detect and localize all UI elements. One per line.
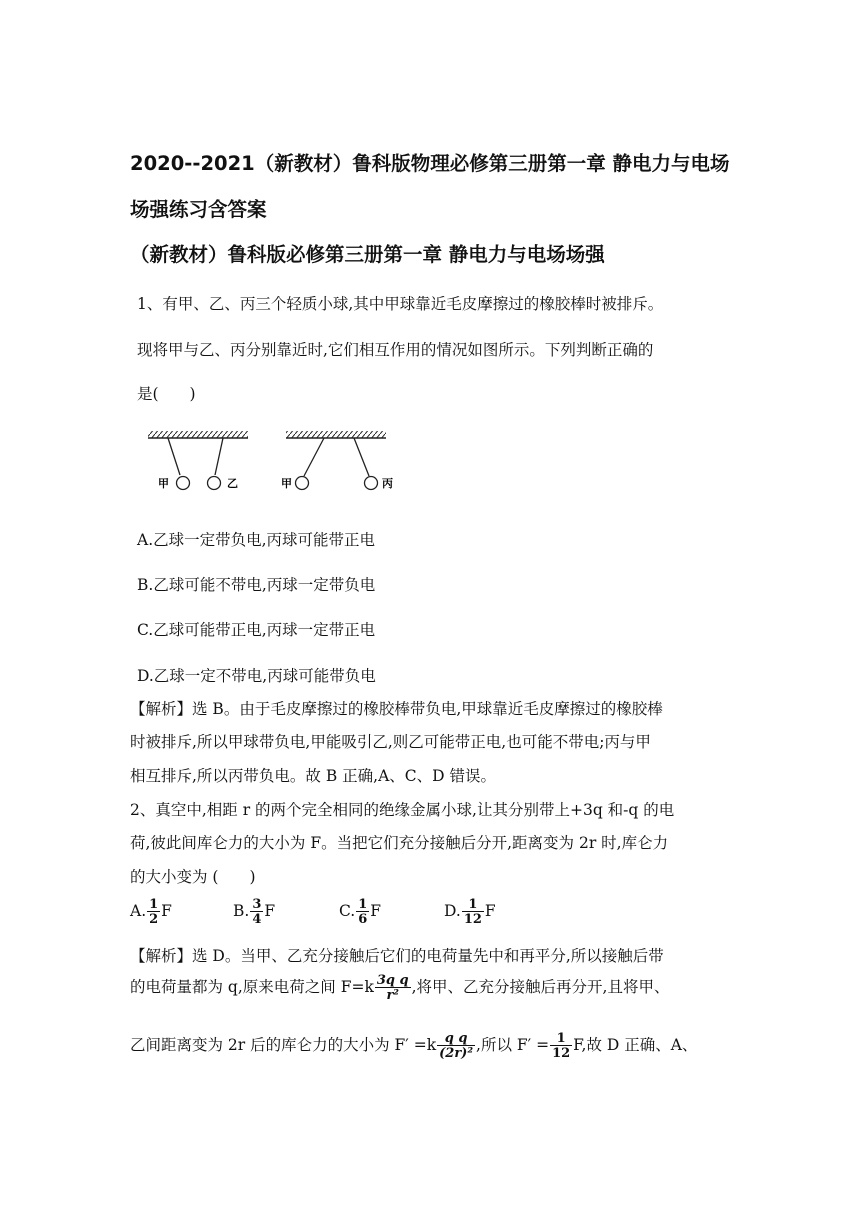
left-thread-a	[168, 438, 180, 475]
doc-title-line1: 2020--2021（新教材）鲁科版物理必修第三册第一章 静电力与电场	[130, 152, 730, 175]
fraction: $\frac{1}{6}$	[358, 897, 368, 927]
fraction: $\frac{1}{2}$	[149, 897, 159, 927]
q1-analysis-line1: 【解析】选 B。由于毛皮摩擦过的橡胶棒带负电,甲球靠近毛皮摩擦过的橡胶棒	[130, 700, 663, 718]
q2-option-c: C. $\frac{1}{6}$ F	[339, 897, 382, 927]
left-ball-a	[177, 477, 190, 490]
right-label-b: 丙	[382, 477, 393, 490]
coulomb-fraction-new: $\frac{\text{q q}}{\text{(2r)²}}$	[439, 1031, 474, 1061]
q2-stem-line3: 的大小变为 ( )	[130, 868, 256, 886]
q2-analysis-line2: 的电荷量都为 q,原来电荷之间 F=k $\frac{\text{3q q}}{\text{r²}}$ ,将甲、乙充分接触后再分开,且将甲、	[130, 973, 670, 1003]
left-label-b: 乙	[227, 477, 238, 490]
right-ceiling	[286, 431, 386, 438]
q1-analysis-line2: 时被排斥,所以甲球带负电,甲能吸引乙,则乙可能带正电,也可能不带电;丙与甲	[130, 733, 651, 751]
doc-subtitle: （新教材）鲁科版必修第三册第一章 静电力与电场场强	[130, 243, 605, 266]
q2-analysis-line1: 【解析】选 D。当甲、乙充分接触后它们的电荷量先中和再平分,所以接触后带	[130, 947, 664, 965]
watermark	[690, 1000, 708, 1026]
q1-option-d: D.乙球一定不带电,丙球可能带负电	[137, 667, 376, 685]
doc-title-line2: 场强练习含答案	[130, 198, 267, 221]
q2-stem-line2: 荷,彼此间库仑力的大小为 F。当把它们充分接触后分开,距离变为 2r 时,库仑力	[130, 834, 669, 852]
fraction: $\frac{1}{12}$	[463, 897, 482, 927]
q1-analysis-line3: 相互排斥,所以丙带负电。故 B 正确,A、C、D 错误。	[130, 767, 497, 785]
fraction: $\frac{3}{4}$	[252, 897, 262, 927]
right-label-a: 甲	[281, 477, 292, 490]
q1-option-b: B.乙球可能不带电,丙球一定带负电	[137, 576, 376, 594]
q1-option-c: C.乙球可能带正电,丙球一定带正电	[137, 621, 376, 639]
left-ceiling	[148, 431, 248, 438]
coulomb-fraction-original: $\frac{\text{3q q}}{\text{r²}}$	[376, 973, 409, 1003]
q2-analysis-line3: 乙间距离变为 2r 后的库仑力的大小为 F′ =k $\frac{\text{q q}}{\text{(2r)²}}$ ,所以 F′ = $\frac{1}{12}$ F,故 D 正确、A、	[130, 1031, 698, 1061]
q2-option-a: A. $\frac{1}{2}$ F	[130, 897, 172, 927]
right-ball-a	[296, 477, 309, 490]
left-thread-b	[215, 438, 223, 475]
q1-stem-line3: 是( )	[137, 385, 196, 403]
q2-option-b: B. $\frac{3}{4}$ F	[233, 897, 276, 927]
q1-option-a: A.乙球一定带负电,丙球可能带正电	[137, 531, 376, 549]
q2-stem-line1: 2、真空中,相距 r 的两个完全相同的绝缘金属小球,让其分别带上+3q 和-q 的电	[130, 801, 675, 819]
pendulum-figure	[140, 428, 405, 498]
right-thread-b	[354, 438, 369, 476]
q1-stem-line1: 1、有甲、乙、丙三个轻质小球,其中甲球靠近毛皮摩擦过的橡胶棒时被排斥。	[137, 295, 664, 313]
right-thread-a	[304, 438, 324, 476]
q1-stem-line2: 现将甲与乙、丙分别靠近时,它们相互作用的情况如图所示。下列判断正确的	[137, 341, 654, 359]
result-fraction: $\frac{1}{12}$	[552, 1031, 571, 1061]
q2-option-d: D. $\frac{1}{12}$ F	[444, 897, 496, 927]
left-ball-b	[208, 477, 221, 490]
left-label-a: 甲	[158, 477, 169, 490]
right-ball-b	[365, 477, 378, 490]
